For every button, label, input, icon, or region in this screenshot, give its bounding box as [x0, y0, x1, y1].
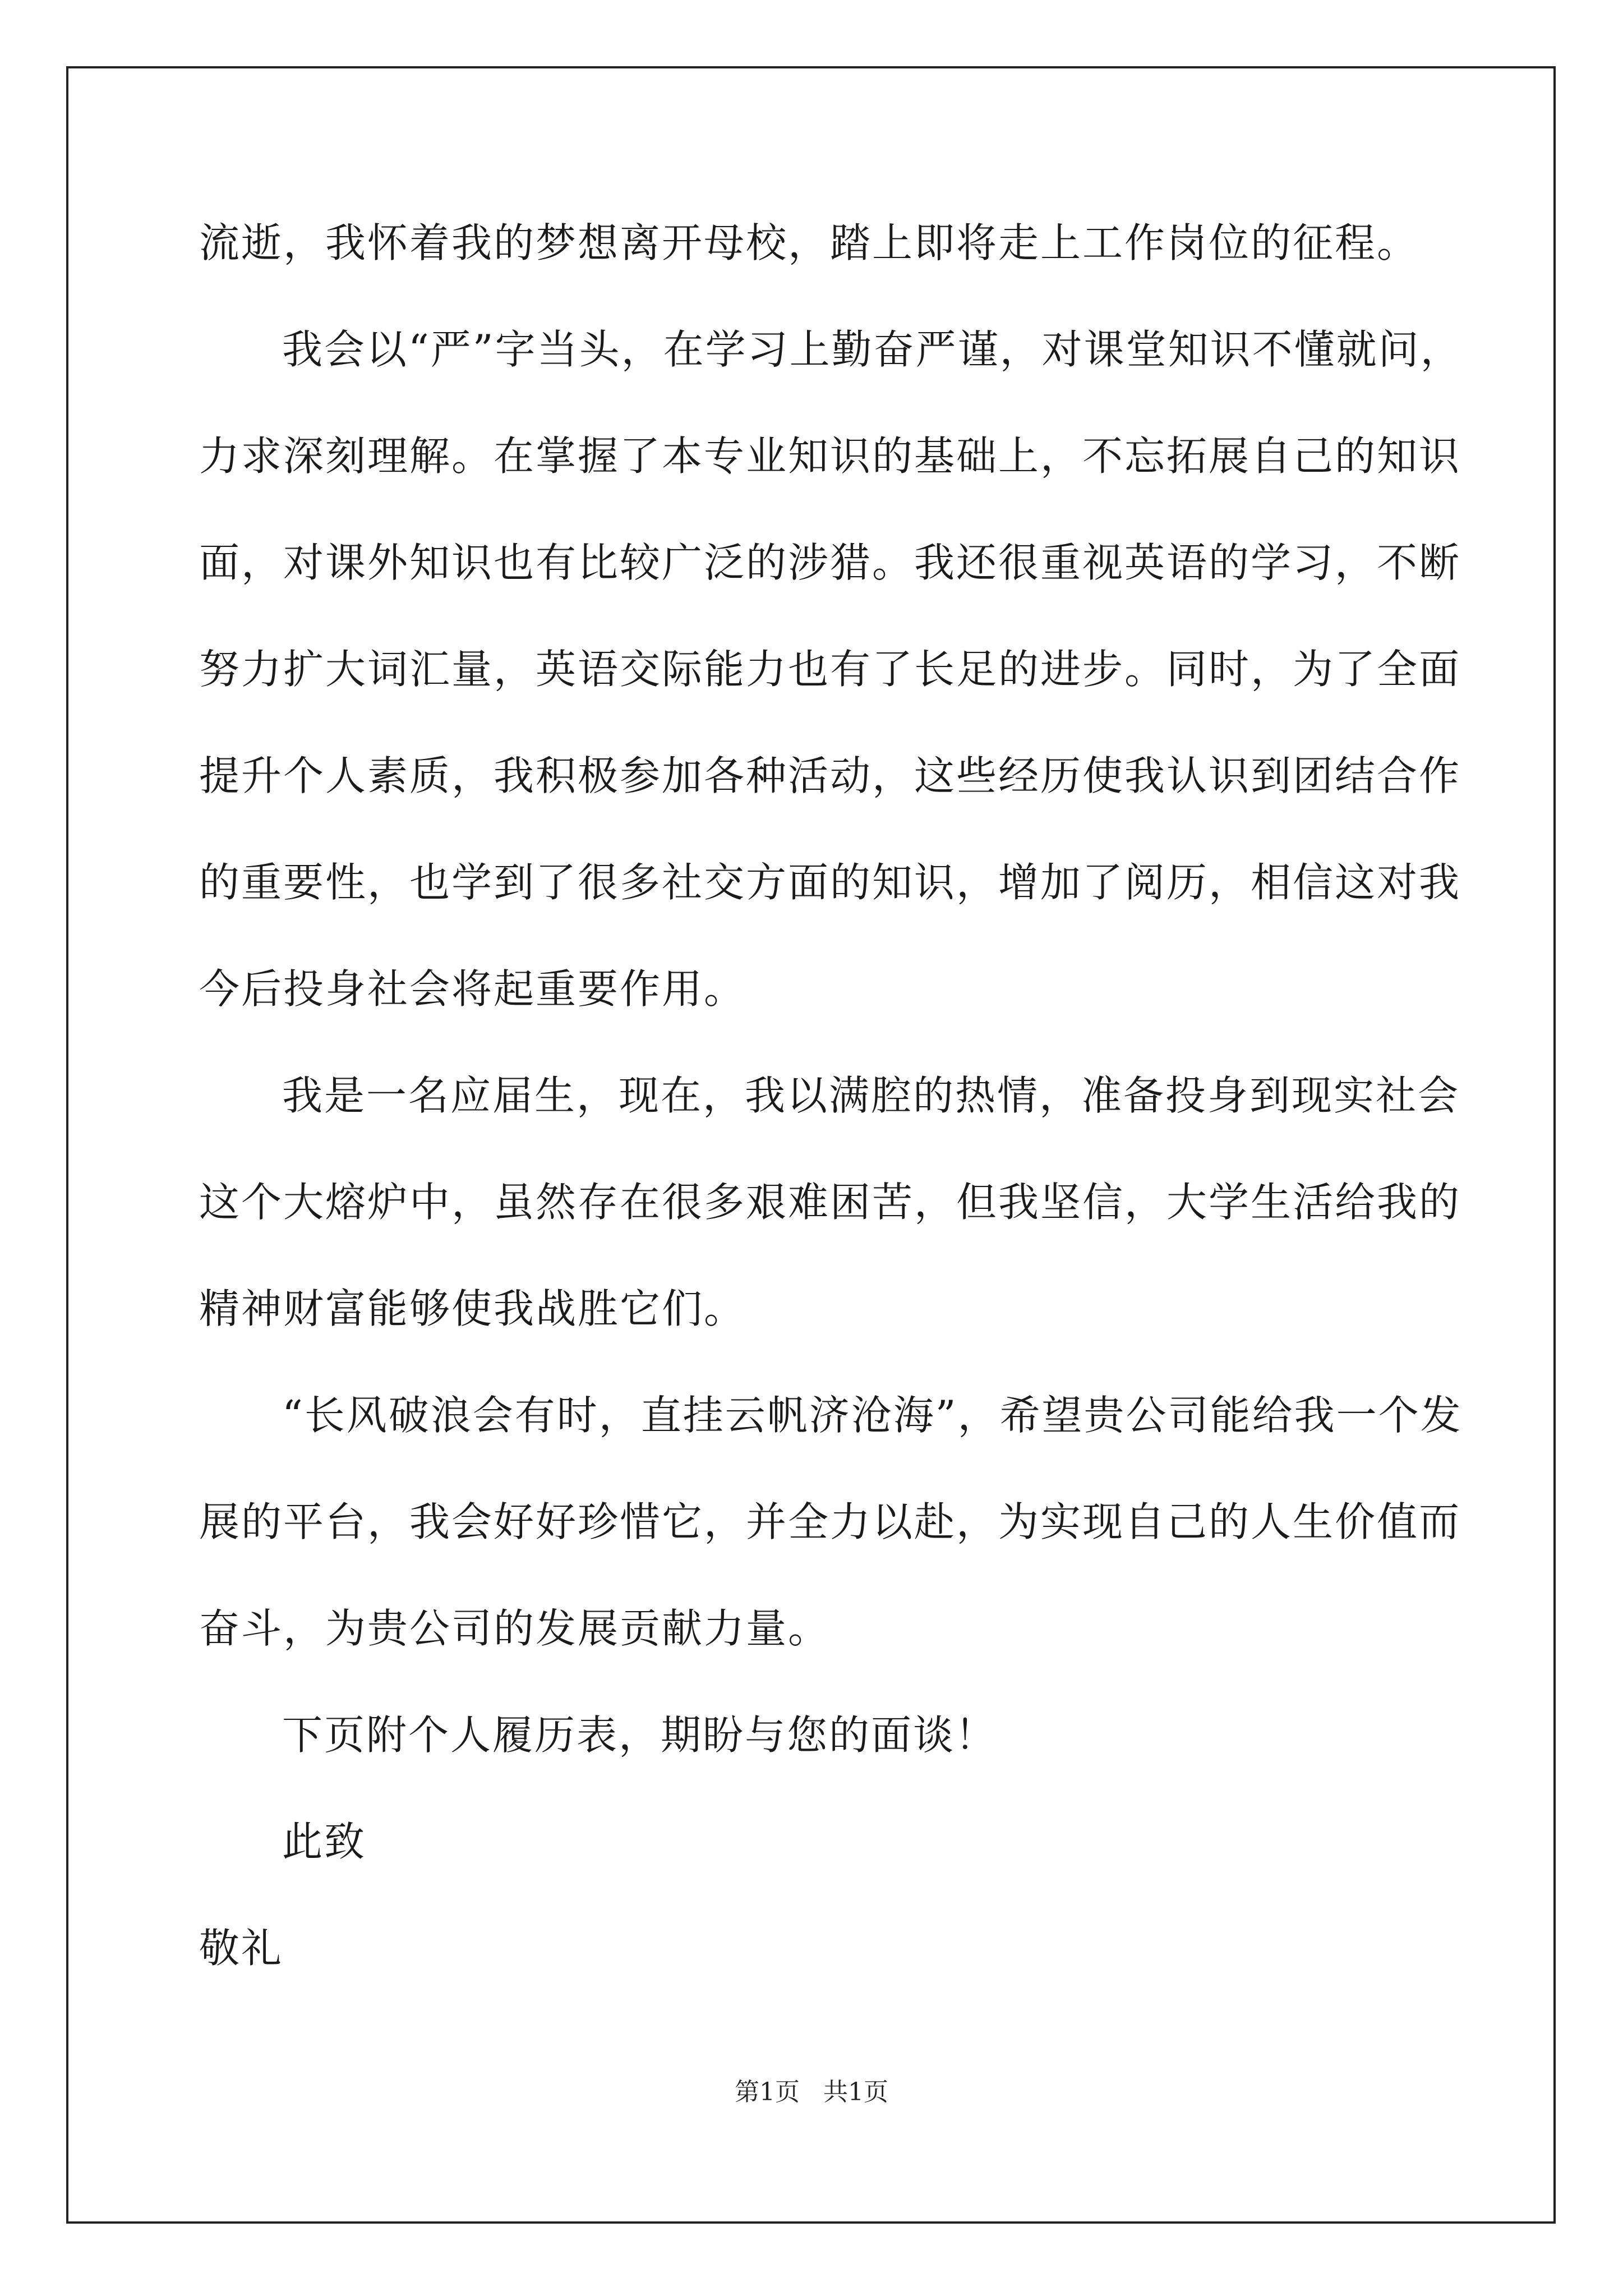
- paragraph-line: 力求深刻理解。在掌握了本专业知识的基础上，不忘拓展自己的知识: [199, 432, 1461, 480]
- paragraph-line: 面，对课外知识也有比较广泛的涉猎。我还很重视英语的学习，不断: [199, 539, 1461, 586]
- paragraph-line: “长风破浪会有时，直挂云帆济沧海”，希望贵公司能给我一个发: [282, 1392, 1463, 1439]
- paragraph-line: 提升个人素质，我积极参加各种活动，这些经历使我认识到团结合作: [199, 752, 1461, 799]
- paragraph-line: 展的平台，我会好好珍惜它，并全力以赴，为实现自己的人生价值而: [199, 1498, 1461, 1545]
- paragraph-line: 这个大熔炉中，虽然存在很多艰难困苦，但我坚信，大学生活给我的: [199, 1179, 1461, 1226]
- salutation-line: 此致: [282, 1818, 367, 1865]
- paragraph-line: 精神财富能够使我战胜它们。: [199, 1285, 746, 1332]
- paragraph-line: 我是一名应届生，现在，我以满腔的热情，准备投身到现实社会: [282, 1072, 1460, 1119]
- paragraph-line: 我会以“严”字当头，在学习上勤奋严谨，对课堂知识不懂就问，: [282, 326, 1463, 373]
- letter-body: [199, 216, 1463, 2028]
- paragraph-line: 流逝，我怀着我的梦想离开母校，踏上即将走上工作岗位的征程。: [199, 219, 1419, 266]
- salutation-line: 敬礼: [199, 1925, 284, 1972]
- paragraph-line: 今后投身社会将起重要作用。: [199, 965, 746, 1013]
- paragraph-line: 奋斗，为贵公司的发展贡献力量。: [199, 1605, 831, 1652]
- paragraph-line: 努力扩大词汇量，英语交际能力也有了长足的进步。同时，为了全面: [199, 646, 1461, 693]
- page-number-footer: 第1页 共1页: [735, 2078, 888, 2106]
- closing-line: 下页附个人履历表，期盼与您的面谈！: [282, 1711, 998, 1759]
- paragraph-line: 的重要性，也学到了很多社交方面的知识，增加了阅历，相信这对我: [199, 859, 1461, 906]
